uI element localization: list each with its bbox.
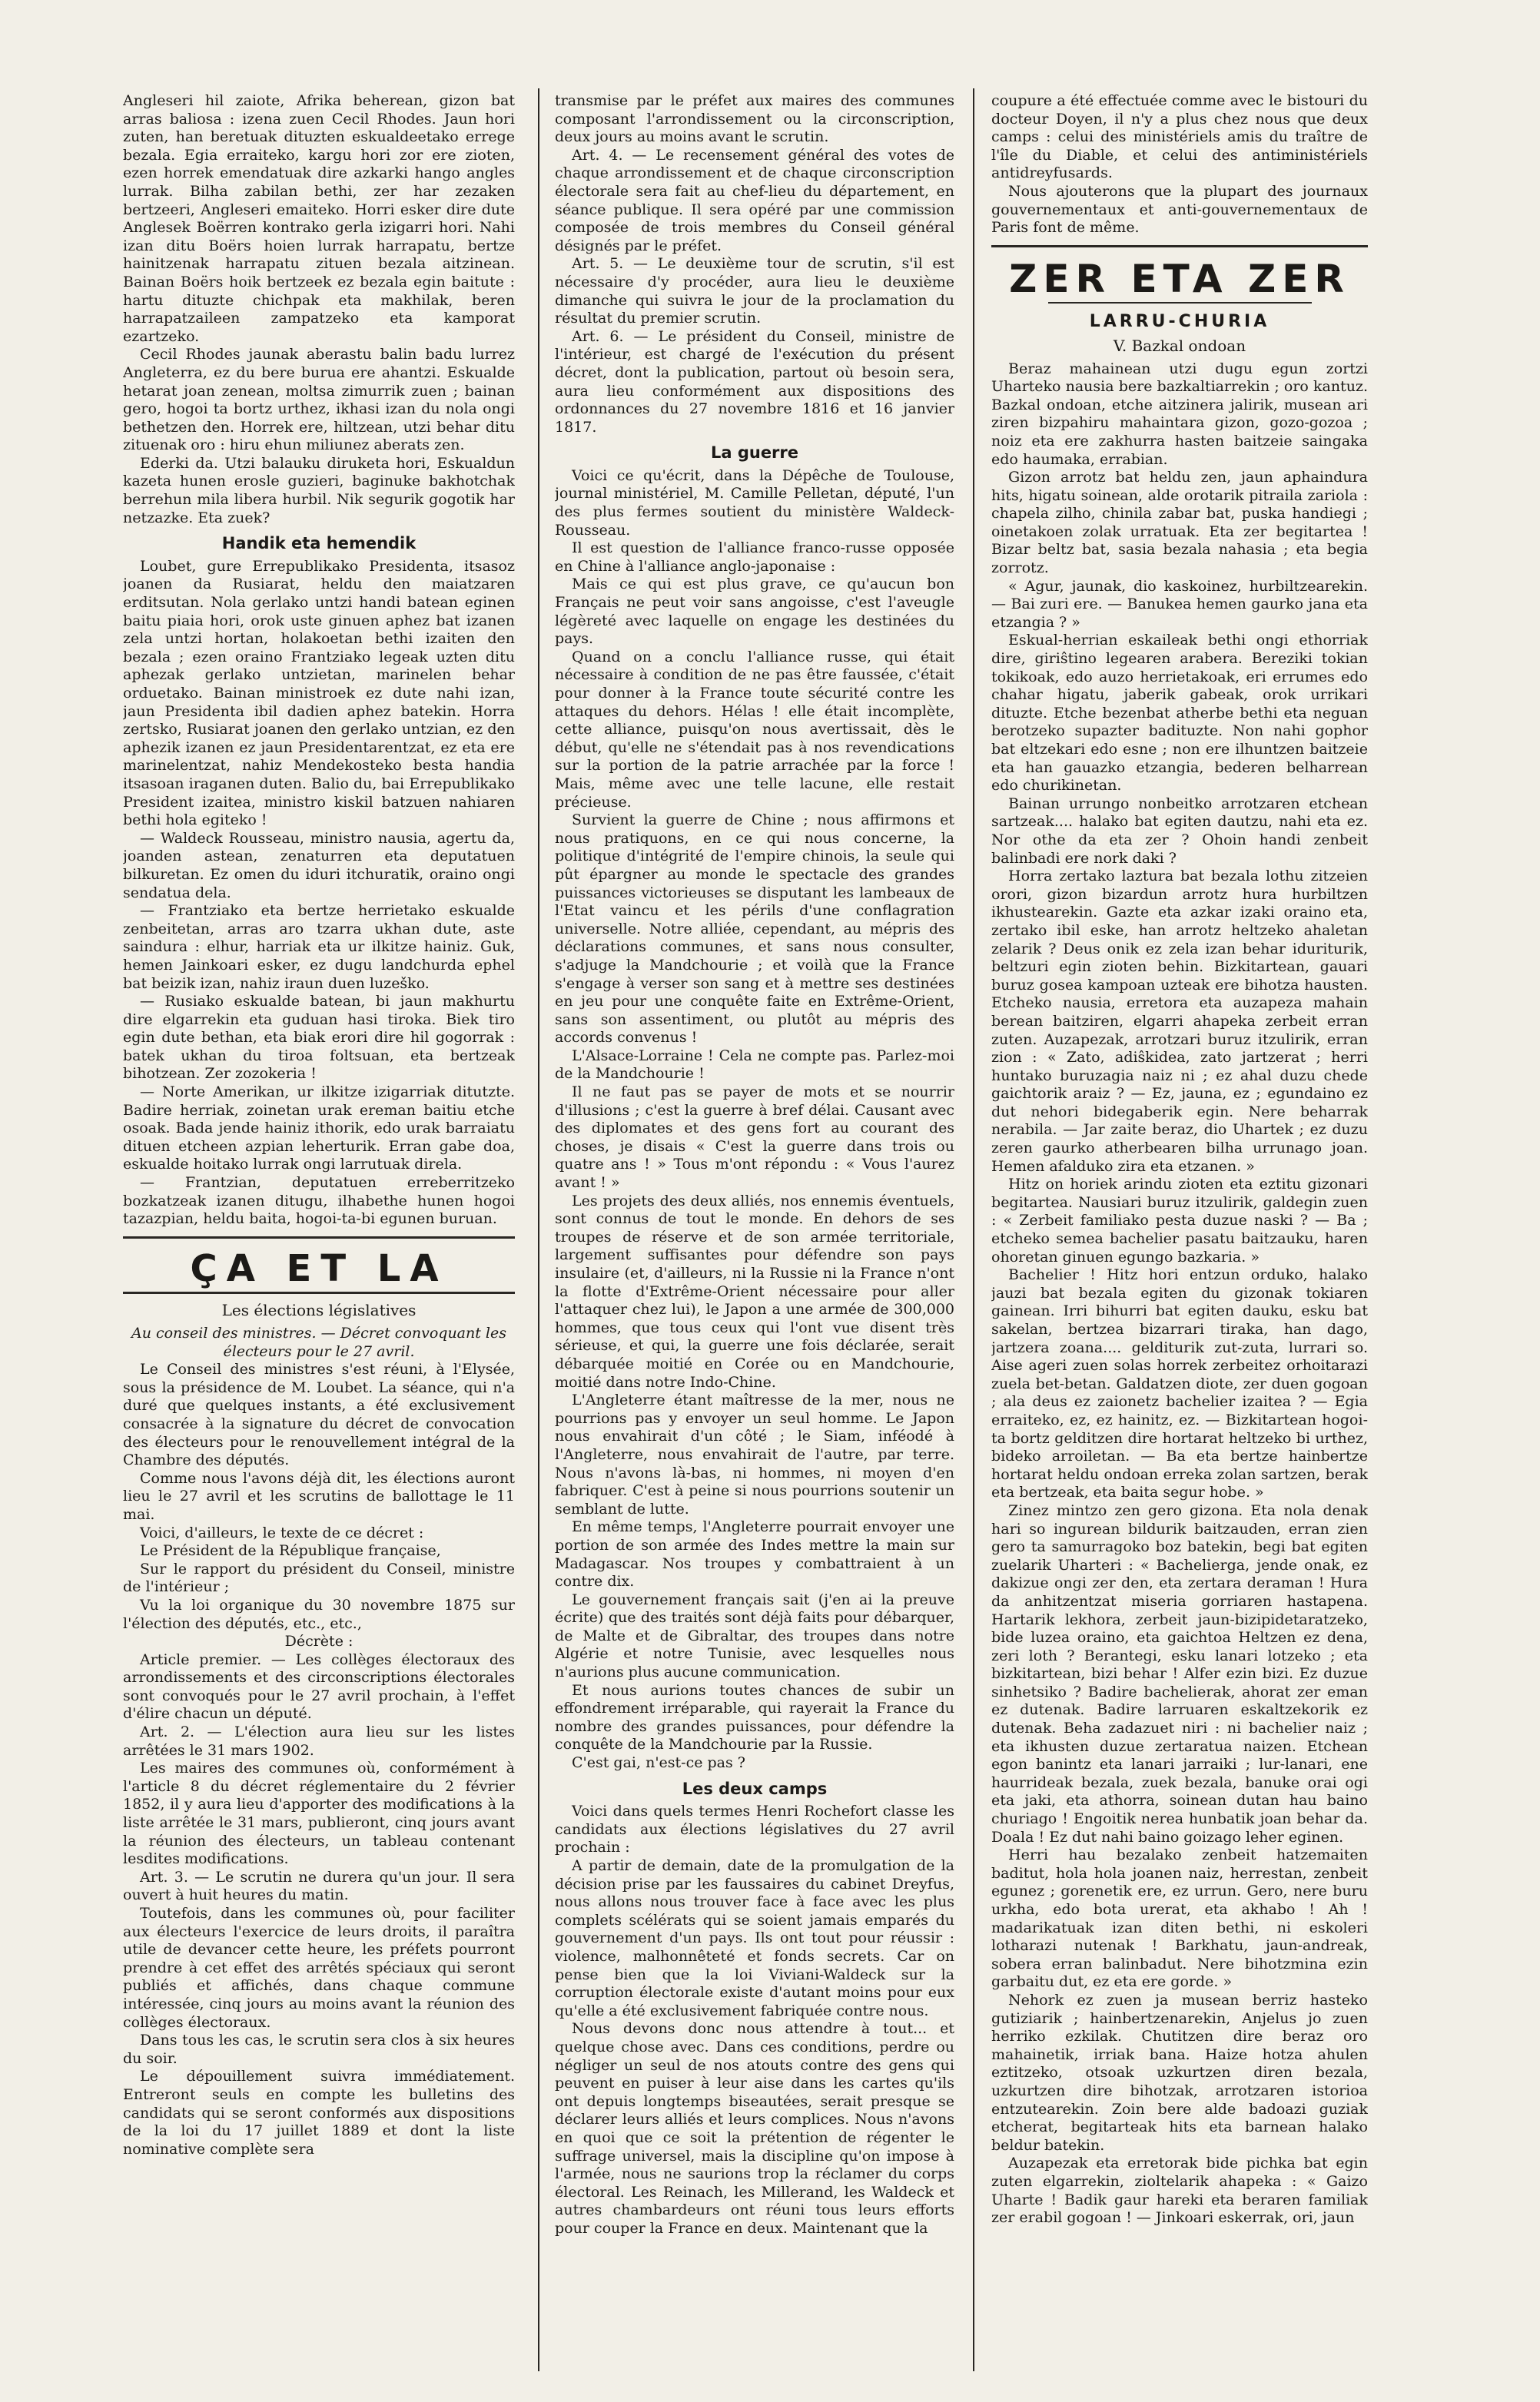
- article-paragraph: Eskual-herrian eskaileak bethi ongi ethorriak dire, giriŝtino legearen arabera. Bereziki tokian tokikoak, edo auzo herrietakoak, eri errumes edo chahar higatu, jaberik gabeak, orok urrikari dituzte. Etche bezenbat atherbe bethi eta neguan berotzeko supazter badituzte. Non nahi gophor bat eltzekari edo esne ; non ere ilhuntzen baitzeie eta han gauazko etzangia, bederen belharrean edo churikinetan.: [991, 632, 1368, 795]
- article-paragraph: Article premier. — Les collèges électoraux des arrondissements et des circonscriptions électorales sont convoqués pour le 27 avril prochain, à l'effet d'élire chacun un député.: [123, 1651, 515, 1723]
- article-paragraph: Art. 5. — Le deuxième tour de scrutin, s'il est nécessaire d'y procéder, aura lieu le deuxième dimanche qui suivra le jour de la proclamation du résultat du premier scrutin.: [555, 255, 954, 327]
- article-paragraph: L'Angleterre étant maîtresse de la mer, nous ne pourrions pas y envoyer un seul homme. Le Japon nous envahirait d'un côté ; le Siam, inféodé à l'Angleterre, nous envahirait de l'autre, par terre. Nous n'avons là-bas, ni hommes, ni moyen d'en fabriquer. C'est à peine si nous pourrions soutenir un semblant de lutte.: [555, 1392, 954, 1518]
- article-paragraph: Le dépouillement suivra immédiatement. Entreront seuls en compte les bulletins des candidats qui se seront conformés aux dispositions de la loi du 17 juillet 1889 et dont la liste nominative complète sera: [123, 2068, 515, 2158]
- article-paragraph: Bainan urrungo nonbeitko arrotzaren etchean sartzeak.... halako bat egiten dautzu, nahi eta ez. Nor othe da eta zer ? Ohoin handi zenbeit balinbadi ere nork daki ?: [991, 795, 1368, 867]
- article-paragraph: Le gouvernement français sait (j'en ai la preuve écrite) que des traités sont déjà faits pour débarquer, de Malte et de Gibraltar, des troupes dans notre Algérie et notre Tunisie, avec lesquelles nous n'aurions plus aucune communication.: [555, 1591, 954, 1681]
- article-paragraph: Comme nous l'avons déjà dit, les élections auront lieu le 27 avril et les scrutins de ballottage le 11 mai.: [123, 1469, 515, 1523]
- section-heading: La guerre: [710, 443, 799, 463]
- article-paragraph: Quand on a conclu l'alliance russe, qui était nécessaire à condition de ne pas être faussée, c'était pour donner à la France toute sécurité contre les attaques du dehors. Hélas ! elle était incomplète, cette alliance, puisqu'on nous avertissait, dès le début, qu'elle ne s'étendait pas à nos revendications sur la portion de la patrie arrachée par la force ! Mais, même avec une telle lacune, elle restait précieuse.: [555, 648, 954, 811]
- article-paragraph: Horra zertako laztura bat bezala lothu zitzeien orori, gizon bizardun arrotz hura hurbiltzen ikhustearekin. Gazte eta azkar izaki oraino eta, zertako ibil eske, han arrotz heltzeko ahaletan zelarik ? Deus onik ez zela izan behar iduriturik, beltzuri egin zioten behin. Bizkitartean, gauari buruz gosea kampoan uzteak ere bihotza hausten. Etcheko nausia, erretora eta auzapeza mahain berean baitziren, elgarri ahapeka zerbeit erran zuten. Auzapezak, arrotzari buruz itzulirik, erran zion : « Zato, adiŝkidea, zato jartzerat ; herri huntako buruzagia naiz ni ; ez ahal duzu chede gaichtorik araiz ? — Ez, jauna, ez ; egundaino ez dut nehori bidegaberik egin. Nere beharrak nerabila. — Jar zaite beraz, dio Uhartek ; ez duzu zeren gaurko atherbearen bilha urrunago joan. Hemen afalduko zira eta etzanen. »: [991, 868, 1368, 1175]
- article-paragraph: Décrète :: [284, 1633, 353, 1651]
- article-paragraph: — Frantziako eta bertze herrietako eskualde zenbeitetan, arras aro tzarra ukhan dute, aste saindura : elhur, harriak eta ur ilkitze hainiz. Guk, hemen Jainkoari esker, ez dugu landchurda ephel bat beizik izan, nahiz iraun duen luzeško.: [123, 902, 515, 992]
- article-paragraph: Le Conseil des ministres s'est réuni, à l'Elysée, sous la présidence de M. Loubet. La séance, qui n'a duré que quelques instants, a été exclusivement consacrée à la signature du décret de convocation des électeurs pour le renouvellement intégral de la Chambre des députés.: [123, 1361, 515, 1469]
- article-paragraph: Vu la loi organique du 30 novembre 1875 sur l'élection des députés, etc., etc.,: [123, 1596, 515, 1632]
- article-paragraph: Art. 2. — L'élection aura lieu sur les listes arrêtées le 31 mars 1902.: [123, 1724, 515, 1759]
- article-paragraph: Nous devons donc nous attendre à tout... et quelque chose avec. Dans ces conditions, perdre ou négliger un seul de nos atouts contre des gens qui peuvent en puiser à leur aise dans les cartes qu'ils ont depuis longtemps biseautées, serait presque se déclarer leurs alliés et leurs complices. Nous n'avons en quoi que ce soit la prétention de régenter le suffrage universel, mais la discipline qu'on impose à l'armée, nous ne saurions trop la réclamer du corps électoral. Les Reinach, les Millerand, les Waldeck et autres chambardeurs ont réuni tous leurs efforts pour couper la France en deux. Maintenant que la: [555, 2020, 954, 2237]
- article-paragraph: Nehork ez zuen ja musean berriz hasteko gutiziarik ; hainbertzenarekin, Anjelus jo zuen herriko ezkilak. Chutitzen dire beraz oro mahainetik, irriak bana. Haize hotza ahulen eztitzeko, otsoak uzkurtzen diren bezala, uzkurtzen dire bihotzak, arrotzaren istorioa entzutearekin. Zoin bere alde badoazi guziak etcherat, begitarteak hits eta barnean halako beldur batekin.: [991, 1991, 1368, 2154]
- article-paragraph: Les projets des deux alliés, nos ennemis éventuels, sont connus de tout le monde. En dehors de ses troupes de réserve et de son armée territoriale, largement suffisantes pour défendre son pays insulaire (et, d'ailleurs, ni la Russie ni la France n'ont la flotte d'Extrême-Orient nécessaire pour aller l'attaquer chez lui), le Japon a une armée de 300,000 hommes, que tous ceux qui l'ont vue disent très sérieuse, et qui, la guerre une fois déclarée, serait débarquée moitié en Corée ou en Mandchourie, moitié dans notre Indo-Chine.: [555, 1192, 954, 1391]
- article-paragraph: Gizon arrotz bat heldu zen, jaun aphaindura hits, higatu soinean, alde orotarik pitraila zariola : chapela zilho, chinila zabar bat, puska handiegi ; oinetakoen zolak urratuak. Eta zer begitartea ! Bizar beltz bat, sasia bezala nahasia ; eta begia zorrotz.: [991, 469, 1368, 577]
- column-rule: [973, 88, 974, 2371]
- article-paragraph: — Norte Amerikan, ur ilkitze izigarriak ditutzte. Badire herriak, zoinetan urak ereman baitiu etche osoak. Bada jende hainiz ithorik, edo urak barraiatu dituen etcheen azpian leherturik. Erran gabe doa, eskualde hoitako lurrak ongi larrutuak direla.: [123, 1083, 515, 1173]
- article-paragraph: Survient la guerre de Chine ; nous affirmons et nous pratiquons, en ce qui nous concerne, la politique d'intégrité de l'empire chinois, la seule qui pût épargner au monde le spectacle des grandes puissances victorieuses se disputant les lambeaux de l'Etat vaincu et les périls d'une conflagration universelle. Notre alliée, cependant, au mépris des déclarations communes, et sans nous consulter, s'adjuge la Mandchourie ; et voilà que la France s'engage à verser son sang et à mettre ses destinées en jeu pour une conquête faite en Extrême-Orient, sans son assentiment, ou plutôt au mépris des accords convenus !: [555, 811, 954, 1047]
- article-paragraph: — Waldeck Rousseau, ministro nausia, agertu da, joanden astean, zenaturren eta deputatuen bilkuretan. Ez omen du iduri itchuratik, oraino ongi sendatua dela.: [123, 829, 515, 901]
- column-rule: [538, 88, 539, 2371]
- article-paragraph: Bachelier ! Hitz hori entzun orduko, halako jauzi bat bezala egiten du gizonak tokiaren gainean. Irri bihurri bat egiten dauku, esku bat sakelan, bertzea bizarrari tiraka, han dago, jartzera zoana.... gelditurik zut-zuta, lurrari so. Aise ageri zuen solas horrek zerbeitez orhoitarazi zuela bet-betan. Galdatzen diote, zer duen gogoan ; ala deus ez zaionetz bachelier izaitea ? — Egia erraiteko, ez, ez hainitz, ez. — Bizkitartean hogoi-ta bortz gelditzen dire hortarat heltzeko bi urthez, bideko arroiletan. — Ba eta bertze hainbertze hortarat heldu ondoan erreka zolan sartzen, berak eta bertzeak, eta baita segur hobe. »: [991, 1266, 1368, 1501]
- article-paragraph: Art. 6. — Le président du Conseil, ministre de l'intérieur, est chargé de l'exécution du présent décret, dont la publication, partout où besoin sera, aura lieu conformément aux dispositions des ordonnances du 27 novembre 1816 et 16 janvier 1817.: [555, 327, 954, 436]
- article-paragraph: A partir de demain, date de la promulgation de la décision prise par les faussaires du cabinet Dreyfus, nous allons nous trouver face à face avec les plus complets scélérats qui se soient jamais emparés du gouvernement d'un pays. Ils ont tout pour réussir : violence, malhonnêteté et fonds secrets. Car on pense bien que la loi Viviani-Waldeck sur la corruption électorale existe d'autant moins pour eux qu'elle a été exclusivement fabriquée contre nous.: [555, 1857, 954, 2019]
- article-paragraph: coupure a été effectuée comme avec le bistouri du docteur Doyen, il n'y a plus chez nous que deux camps : celui des ministériels amis du traître de l'île du Diable, et celui des antiministériels antidreyfusards.: [991, 92, 1368, 182]
- article-paragraph: Nous ajouterons que la plupart des journaux gouvernementaux et anti-gouvernementaux de Paris font de même.: [991, 182, 1368, 237]
- article-paragraph: Voici dans quels termes Henri Rochefort classe les candidats aux élections législatives du 27 avril prochain :: [555, 1803, 954, 1856]
- section-heading: Les élections législatives: [221, 1301, 417, 1320]
- article-paragraph: transmise par le préfet aux maires des communes composant l'arrondissement ou la circonscription, deux jours au moins avant le scrutin.: [555, 92, 954, 146]
- article-paragraph: Il ne faut pas se payer de mots et se nourrir d'illusions ; c'est la guerre à bref délai. Causant avec des diplomates et des gens fort au courant des choses, je disais « C'est la guerre dans trois ou quatre ans ! » Tous m'ont répondu : « Vous l'aurez avant ! »: [555, 1083, 954, 1192]
- article-paragraph: « Agur, jaunak, dio kaskoinez, hurbiltzearekin. — Bai zuri ere. — Banukea hemen gaurko jana eta etzangia ? »: [991, 577, 1368, 631]
- article-paragraph: Mais ce qui est plus grave, ce qu'aucun bon Français ne peut voir sans angoisse, c'est l'aveugle légèreté avec laquelle on engage les destinées du pays.: [555, 576, 954, 648]
- section-subheading: V. Bazkal ondoan: [1113, 336, 1246, 355]
- article-paragraph: Beraz mahainean utzi dugu egun zortzi Uharteko nausia bere bazkaltiarrekin ; oro kantuz. Bazkal ondoan, etche aitzinera jalirik, musean ari ziren bizpahiru mahaintara gizon, gozo-gozoa ; noiz eta ere zakhurra hasten baitzeie saingaka edo haumaka, errabian.: [991, 360, 1368, 468]
- column-1: [123, 92, 515, 2371]
- article-paragraph: En même temps, l'Angleterre pourrait envoyer une portion de son armée des Indes mettre la main sur Madagascar. Nos troupes y combattraient à un contre dix.: [555, 1518, 954, 1591]
- article-paragraph: L'Alsace-Lorraine ! Cela ne compte pas. Parlez-moi de la Mandchourie !: [555, 1047, 954, 1083]
- section-divider: [123, 1292, 515, 1294]
- article-paragraph: Herri hau bezalako zenbeit hatzemaiten baditut, hola hola joanen naiz, herrestan, zenbeit egunez ; gorenetik ere, ez urrun. Gero, nere buru urkha, edo bota urerat, eta akhabo ! Ah ! madarikatuak izan diten bethi, ni eskoleri lotharazi nutenak ! Barkhatu, jaun-andreak, sobera erran balinbadut. Nere bihotzmina ezin garbaitu dut, ez eta ere gorde. »: [991, 1846, 1368, 1991]
- section-divider: [1048, 302, 1312, 304]
- article-paragraph: — Rusiako eskualde batean, bi jaun makhurtu dire elgarrekin eta guduan hasi tiroka. Biek tiro egin dute bethan, eta biak erori dire hil gogorrak : batek ukhan du tiroa foltsuan, eta bertzeak bihotzean. Zer zozokeria !: [123, 993, 515, 1083]
- article-paragraph: Ederki da. Utzi balauku diruketa hori, Eskualdun kazeta hunen erosle guzieri, baginuke bakhotchak berrehun mila libera hurbil. Nik segurik gogotik har netzazke. Eta zuek?: [123, 454, 515, 526]
- section-heading: LARRU-CHURIA: [1089, 312, 1270, 332]
- article-subhead: Au conseil des ministres. — Décret convoquant les électeurs pour le 27 avril.: [131, 1325, 506, 1360]
- column-3: [991, 92, 1368, 2371]
- article-paragraph: Zinez mintzo zen gero gizona. Eta nola denak hari so ingurean bildurik baitzauden, erran zien gero ta samurragoko boz batekin, begi bat egiten zuelarik Uharteri : « Bachelierga, jende onak, ez dakizue ongi zer den, eta zertara deraman ! Hura da anhitzentzat miseria gorriaren hastapena. Hartarik lekhora, zerbeit jaun-bizipidetaratzeko, bide luzea oraino, eta gaichtoa Heltzen ez dena, zeri loth ? Berantegi, esku lanari lotzeko ; eta bizkitartean, bizi behar ! Alfer ezin bizi. Ez duzue sinhetsiko ? Badire bachelierak, ahorat zer eman ez dutenak. Badire larruaren eskaltzekorik ez dutenak. Beha zadazuet niri : ni bachelier naiz ; eta ikhusten duzue zertaratua naizen. Etchean egon banintz eta lanari jarraiki ; lur-lanari, ene haurrideak bezala, zuek bezala, banuke orai ogi eta jaki, eta athorra, soinean dutan hau baino churiago ! Engoitik nerea hunbatik joan behar da. Doala ! Ez dut nahi baino goizago leher eginen.: [991, 1501, 1368, 1846]
- section-heading: Les deux camps: [682, 1779, 828, 1798]
- article-paragraph: Sur le rapport du président du Conseil, ministre de l'intérieur ;: [123, 1560, 515, 1596]
- article-paragraph: Hitz on horiek arindu zioten eta eztitu gizonari begitartea. Nausiari buruz itzulirik, galdegin zuen : « Zerbeit familiako pesta duzue naski ? — Ba ; etcheko semea bachelier pasatu baitzauku, haren ohoretan ginuen egungo bazkaria. »: [991, 1176, 1368, 1266]
- article-paragraph: Toutefois, dans les communes où, pour faciliter aux électeurs l'exercice de leurs droits, il paraîtra utile de devancer cette heure, les préfets pourront prendre à cet effet des arrêtés spéciaux qui seront publiés et affichés, dans chaque commune intéressée, cinq jours au moins avant la réunion des collèges électoraux.: [123, 1905, 515, 2031]
- article-paragraph: — Frantzian, deputatuen erreberritzeko bozkatzeak izanen ditugu, ilhabethe hunen hogoi tazazpian, heldu baita, hogoi-ta-bi egunen buruan.: [123, 1174, 515, 1228]
- article-paragraph: Cecil Rhodes jaunak aberastu balin badu lurrez Angleterra, ez du bere burua ere ahantzi. Eskualde hetarat joan zenean, moltsa zimurrik zuen ; bainan gero, hogoi ta bortz urthez, ikhasi izan du nola ongi bethetzen den. Horrek ere, hiltzean, utzi behar ditu zituenak oro : hiru ehun miliunez aberats zen.: [123, 346, 515, 454]
- article-paragraph: Angleseri hil zaiote, Afrika beherean, gizon bat arras baliosa : izena zuen Cecil Rhodes. Jaun hori zuten, han beretuak dituzten eskualdeetako errege bezala. Egia erraiteko, kargu hori zor ere zioten, ezen horrek emendatuak dire azkarki hango angles lurrak. Bilha zabilan bethi, zer har zezaken bertzeeri, Angleseri emaiteko. Horri esker dire dute Anglesek Boërren kontrako gerla izigarri hori. Nahi izan ditu Boërs hoien lurrak harrapatu, bertze hainitzenak harrapatu zituen bezala aitzinean. Bainan Boërs hoik bertzeek ez bezala egin baitute : hartu dituzte chichpak eta makhilak, beren harrapatzaileen zampatzeko eta kamporat ezartzeko.: [123, 92, 515, 345]
- section-banner: ÇA ET LA: [190, 1246, 448, 1290]
- section-divider: [123, 1236, 515, 1239]
- article-paragraph: C'est gai, n'est-ce pas ?: [572, 1754, 745, 1772]
- article-paragraph: Voici, d'ailleurs, le texte de ce décret :: [140, 1524, 424, 1541]
- article-paragraph: Dans tous les cas, le scrutin sera clos à six heures du soir.: [123, 2032, 515, 2067]
- article-paragraph: Les maires des communes où, conformément à l'article 8 du décret réglementaire du 2 février 1852, il y aura lieu d'apporter des modifications à la liste arrêtée le 31 mars, publieront, cinq jours avant la réunion des électeurs, un tableau contenant lesdites modifications.: [123, 1760, 515, 1868]
- article-paragraph: Il est question de l'alliance franco-russe opposée en Chine à l'alliance anglo-japonaise :: [555, 539, 954, 575]
- section-divider: [991, 245, 1368, 247]
- section-heading: Handik eta hemendik: [221, 534, 417, 553]
- article-paragraph: Auzapezak eta erretorak bide pichka bat egin zuten elgarrekin, zioltelarik ahapeka : « Gaizo Uharte ! Badik gaur hareki eta beraren familiak zer erabil gogoan ! — Jinkoari eskerrak, ori, jaun: [991, 2155, 1368, 2227]
- article-paragraph: Et nous aurions toutes chances de subir un effondrement irréparable, qui rayerait la France du nombre des grandes puissances, pour défendre la conquête de la Mandchourie par la Russie.: [555, 1681, 954, 1753]
- article-paragraph: Art. 4. — Le recensement général des votes de chaque arrondissement et de chaque circonscription électorale sera fait au chef-lieu du département, en séance publique. Il sera opéré par une commission composée de trois membres du Conseil général désignés par le préfet.: [555, 146, 954, 254]
- article-paragraph: Voici ce qu'écrit, dans la Dépêche de Toulouse, journal ministériel, M. Camille Pelletan, député, l'un des plus fermes soutient du ministère Waldeck-Rousseau.: [555, 466, 954, 539]
- article-paragraph: Loubet, gure Errepublikako Presidenta, itsasoz joanen da Rusiarat, heldu den maiatzaren erditsutan. Nola gerlako untzi handi batean eginen baitu piaia hori, orok uste ginuen aphez bat izanen zela untzi hortan, holakoetan bethi izaiten den bezala ; ezen oraino Frantziako legeak uzten ditu aphezak gerlako untzietan, marinelen behar orduetako. Bainan ministroek ez dute nahi izan, jaun Presidenta ibil dadien aphez batekin. Horra zertsko, Rusiarat joanen den gerlako untzian, ez den aphezik izanen ez jaun Presidentarentzat, ez eta ere marinelentzat, nahiz Mendekosteko besta handia itsasoan iraganen duten. Balio du, bai Errepublikako President izaitea, ministro kiskil batzuen nahiaren bethi hola egiteko !: [123, 557, 515, 829]
- column-2: [555, 92, 954, 2371]
- article-paragraph: Le Président de la République française,: [140, 1542, 441, 1560]
- section-banner: ZER ETA ZER: [1009, 256, 1350, 301]
- article-paragraph: Art. 3. — Le scrutin ne durera qu'un jour. Il sera ouvert à huit heures du matin.: [123, 1868, 515, 1904]
